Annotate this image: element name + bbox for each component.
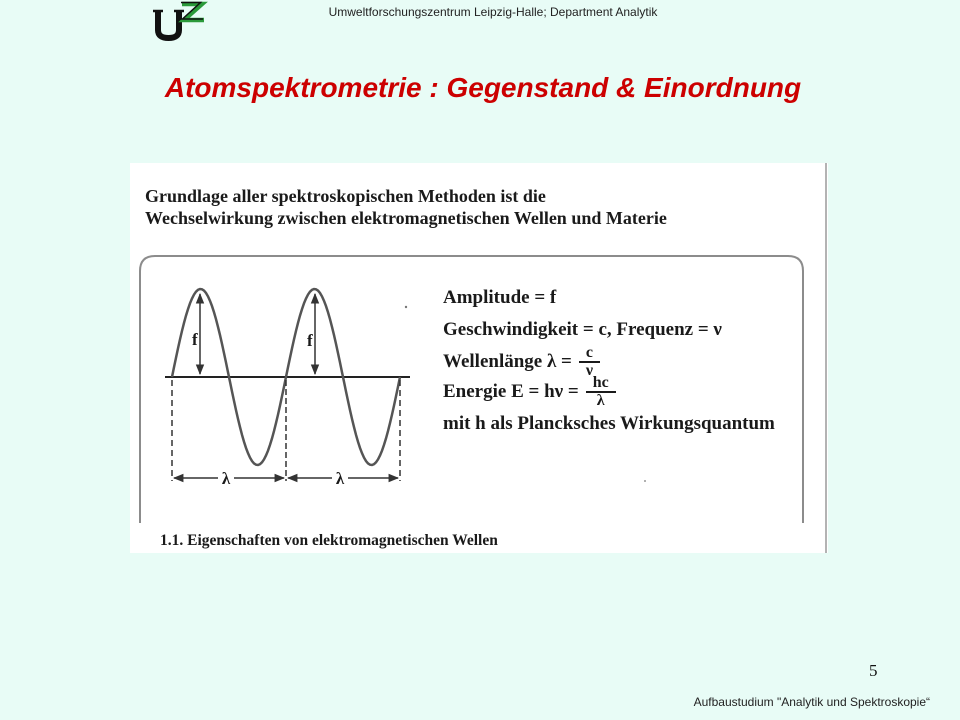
slide-title: Atomspektrometrie : Gegenstand & Einordnung — [164, 72, 802, 103]
scan-speck — [405, 306, 407, 308]
fraction-numerator: c — [579, 345, 600, 363]
fraction-denominator: λ — [596, 392, 605, 409]
planck-constant-note: mit h als Plancksches Wirkungsquantum — [443, 413, 775, 434]
fraction-denominator: ν — [585, 362, 594, 379]
figure-caption: 1.1. Eigenschaften von elektromagnetischen Wellen — [160, 532, 498, 549]
scanned-figure — [130, 163, 828, 553]
page-number: 5 — [869, 661, 878, 680]
wavelength-label: λ — [335, 469, 345, 488]
amplitude-definition: Amplitude = f — [443, 287, 557, 308]
amplitude-label: f — [307, 331, 313, 350]
energy-fraction — [586, 375, 616, 409]
energy-formula-prefix: Energie E = hν = — [443, 381, 579, 402]
wavelength-label: λ — [221, 469, 231, 488]
speed-frequency-definition: Geschwindigkeit = c, Frequenz = ν — [443, 319, 722, 340]
amplitude-label: f — [192, 330, 198, 349]
wavelength-formula-prefix: Wellenlänge λ = — [443, 351, 572, 372]
energy-definition — [443, 375, 616, 409]
institution-header: Umweltforschungszentrum Leipzig-Halle; Department Analytik — [328, 5, 658, 19]
scan-speck — [644, 480, 646, 482]
wavelength-definition — [443, 345, 600, 379]
course-footer: Aufbaustudium "Analytik und Spektroskopie“ — [693, 695, 930, 709]
fraction-numerator: hc — [586, 375, 616, 393]
intro-line-2: Wechselwirkung zwischen elektromagnetischen Wellen und Materie — [145, 208, 667, 228]
intro-line-1: Grundlage aller spektroskopischen Methoden ist die — [145, 186, 546, 206]
